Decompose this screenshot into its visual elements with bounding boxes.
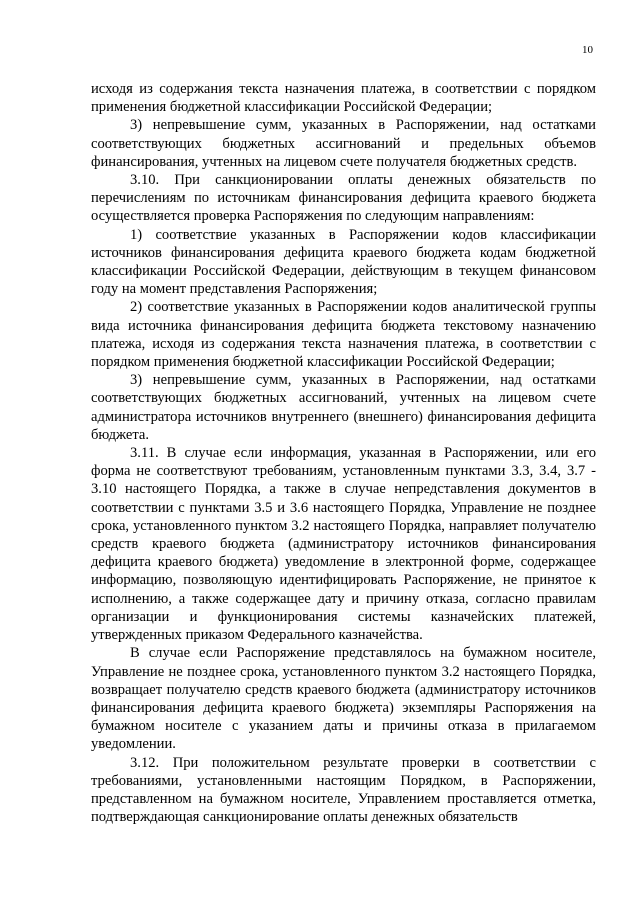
paragraph-3-10-item-1: 1) соответствие указанных в Распоряжении кодов классификации источников финансирования дефицита краевого бюджета кодам бюджетной классификации Российской Федерации, действующим в текущем финансовом году на момент представления Распоряжения; [91, 226, 596, 298]
paragraph-3-11-paper: В случае если Распоряжение представлялось на бумажном носителе, Управление не позднее срока, установленного пунктом 3.2 настоящего Порядка, возвращает получателю средств краевого бюджета (администратору источников финансирования дефицита краевого бюджета) экземпляры Распоряжения на бумажном носителе с указанием даты и причины отказа в прилагаемом уведомлении. [91, 645, 596, 753]
paragraph-item-3-sufficiency: 3) непревышение сумм, указанных в Распоряжении, над остатками соответствующих бюджетных ассигнований и предельных объемов финансирования, учтенных на лицевом счете получателя бюджетных средств. [91, 117, 596, 170]
paragraph-3-10: 3.10. При санкционировании оплаты денежных обязательств по перечислениям по источникам финансирования дефицита краевого бюджета осуществляется проверка Распоряжения по следующим направлениям: [91, 172, 596, 225]
paragraph-continuation: исходя из содержания текста назначения платежа, в соответствии с порядком применения бюджетной классификации Российской Федерации; [91, 81, 596, 116]
paragraph-3-10-item-2: 2) соответствие указанных в Распоряжении кодов аналитической группы вида источника финансирования дефицита бюджета текстовому назначению платежа, исходя из содержания текста назначения платежа, в соответствии с порядком применения бюджетной классификации Российской Федерации; [91, 299, 596, 371]
paragraph-3-11: 3.11. В случае если информация, указанная в Распоряжении, или его форма не соответствуют требованиям, установленным пунктами 3.3, 3.4, 3.7 - 3.10 настоящего Порядка, а также в случае непредставления документов в соответствии с пунктами 3.5 и 3.6 настоящего Порядка, Управление не позднее срока, установленного пунктом 3.2 настоящего Порядка, направляет получателю средств краевого бюджета (администратору источников финансирования дефицита краевого бюджета) уведомление в электронной форме, содержащее информацию, позволяющую идентифицировать Распоряжение, не принятое к исполнению, а также содержащее дату и причину отказа, согласно правилам организации и функционирования системы казначейских платежей, утвержденных приказом Федерального казначейства. [91, 445, 596, 644]
document-body [91, 80, 596, 826]
paragraph-3-10-item-3: 3) непревышение сумм, указанных в Распоряжении, над остатками соответствующих бюджетных ассигнований, учтенных на лицевом счете администратора источников внутреннего (внешнего) финансирования дефицита бюджета. [91, 372, 596, 443]
page-number: 10 [582, 44, 593, 56]
paragraph-3-12: 3.12. При положительном результате проверки в соответствии с требованиями, установленными настоящим Порядком, в Распоряжении, представленном на бумажном носителе, Управлением проставляется отметка, подтверждающая санкционирование оплаты денежных обязательств [91, 754, 596, 826]
